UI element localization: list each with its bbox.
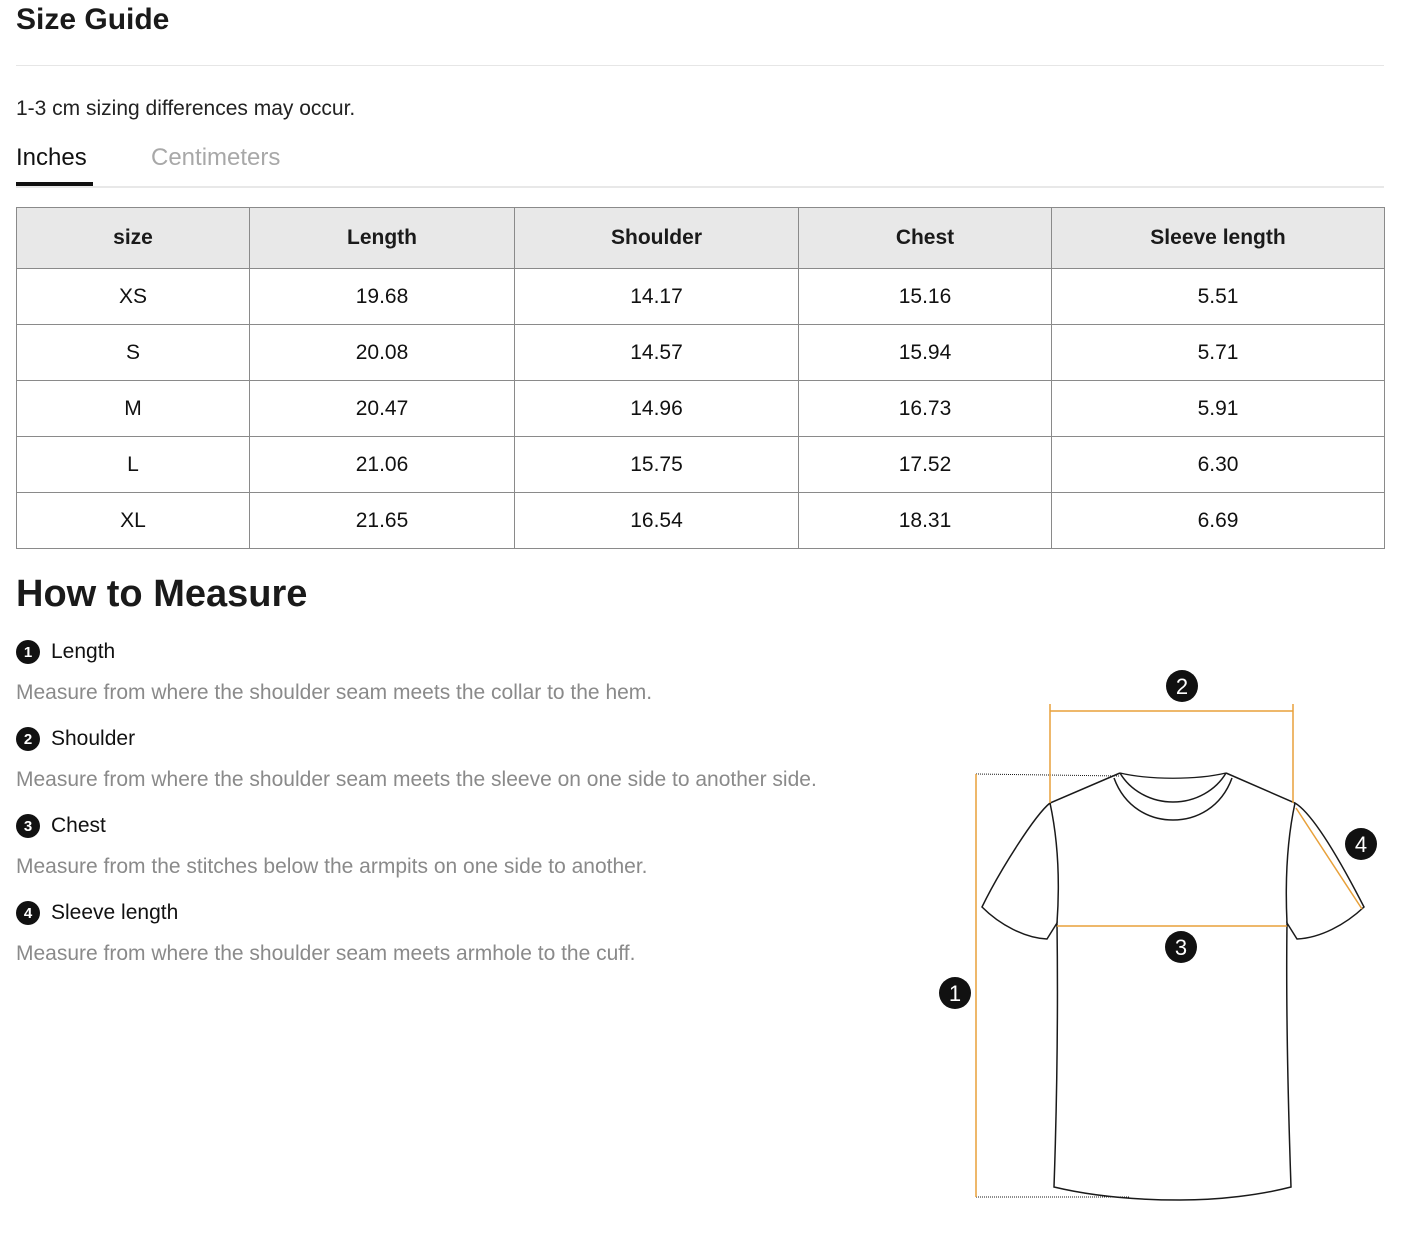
tab-inches[interactable]: Inches: [16, 144, 87, 171]
cell-length: 21.06: [250, 437, 515, 493]
collar-inner: [1114, 778, 1232, 820]
measure-description: Measure from where the shoulder seam meets armhole to the cuff.: [16, 942, 636, 965]
cell-shoulder: 14.57: [515, 325, 799, 381]
table-row: [17, 493, 1385, 549]
cell-chest: 15.16: [799, 269, 1052, 325]
cell-sleeve-length: 5.71: [1052, 325, 1385, 381]
table-row: [17, 325, 1385, 381]
svg-text:3: 3: [1174, 935, 1188, 960]
measure-description: Measure from where the shoulder seam meets the collar to the hem.: [16, 681, 653, 704]
cell-sleeve-length: 5.91: [1052, 381, 1385, 437]
col-header-length: Length: [250, 208, 515, 269]
marker-4-icon: [1345, 828, 1377, 860]
cell-length: 19.68: [250, 269, 515, 325]
table-row: [17, 269, 1385, 325]
tshirt-measurement-diagram: [920, 660, 1390, 1220]
svg-text:2: 2: [1175, 674, 1189, 699]
cell-sleeve-length: 5.51: [1052, 269, 1385, 325]
cell-size: S: [17, 325, 250, 381]
cell-chest: 16.73: [799, 381, 1052, 437]
measure-label: Length: [51, 640, 116, 663]
size-table: [16, 207, 1385, 549]
cell-chest: 15.94: [799, 325, 1052, 381]
cell-chest: 18.31: [799, 493, 1052, 549]
sizing-notice: 1-3 cm sizing differences may occur.: [16, 97, 356, 120]
cell-shoulder: 14.96: [515, 381, 799, 437]
cell-size: M: [17, 381, 250, 437]
tab-centimeters[interactable]: Centimeters: [151, 144, 281, 171]
cell-length: 20.08: [250, 325, 515, 381]
measure-item-shoulder: [16, 721, 896, 808]
active-tab-indicator: [16, 182, 93, 186]
measure-description: Measure from where the shoulder seam meets the sleeve on one side to another side.: [16, 768, 817, 791]
length-guide-top: [976, 774, 1120, 776]
cell-length: 21.65: [250, 493, 515, 549]
number-1-badge-icon: 1: [16, 640, 40, 664]
cell-size: L: [17, 437, 250, 493]
measure-label: Shoulder: [51, 727, 136, 750]
number-2-badge-icon: 2: [16, 727, 40, 751]
cell-shoulder: 15.75: [515, 437, 799, 493]
sleeve-measure-line: [1296, 808, 1362, 909]
measure-instructions: [16, 634, 896, 982]
marker-2-icon: [1166, 670, 1198, 702]
cell-chest: 17.52: [799, 437, 1052, 493]
marker-1-icon: [939, 977, 971, 1009]
number-3-badge-icon: 3: [16, 814, 40, 838]
page-title: Size Guide: [16, 3, 170, 36]
table-header-row: [17, 208, 1385, 269]
col-header-sleeve-length: Sleeve length: [1052, 208, 1385, 269]
cell-shoulder: 16.54: [515, 493, 799, 549]
cell-size: XL: [17, 493, 250, 549]
measure-label: Chest: [51, 814, 106, 837]
measure-label: Sleeve length: [51, 901, 179, 924]
tshirt-outline-icon: [982, 773, 1364, 1200]
number-4-badge-icon: 4: [16, 901, 40, 925]
cell-sleeve-length: 6.30: [1052, 437, 1385, 493]
cell-shoulder: 14.17: [515, 269, 799, 325]
col-header-shoulder: Shoulder: [515, 208, 799, 269]
measure-description: Measure from the stitches below the armpits on one side to another.: [16, 855, 648, 878]
measure-item-chest: [16, 808, 896, 895]
collar-top: [1120, 773, 1226, 778]
title-divider: [16, 65, 1384, 66]
left-sleeve-seam: [1050, 803, 1058, 923]
table-row: [17, 381, 1385, 437]
collar-outer: [1120, 773, 1226, 802]
cell-length: 20.47: [250, 381, 515, 437]
measure-item-length: [16, 634, 896, 721]
unit-tabs: [16, 140, 1384, 188]
how-to-measure-heading: How to Measure: [16, 573, 308, 615]
marker-3-icon: [1165, 931, 1197, 963]
table-row: [17, 437, 1385, 493]
right-sleeve-seam: [1286, 803, 1295, 923]
cell-sleeve-length: 6.69: [1052, 493, 1385, 549]
cell-size: XS: [17, 269, 250, 325]
measure-item-sleeve-length: [16, 895, 896, 982]
svg-text:1: 1: [948, 981, 962, 1006]
col-header-size: size: [17, 208, 250, 269]
col-header-chest: Chest: [799, 208, 1052, 269]
svg-text:4: 4: [1354, 832, 1368, 857]
